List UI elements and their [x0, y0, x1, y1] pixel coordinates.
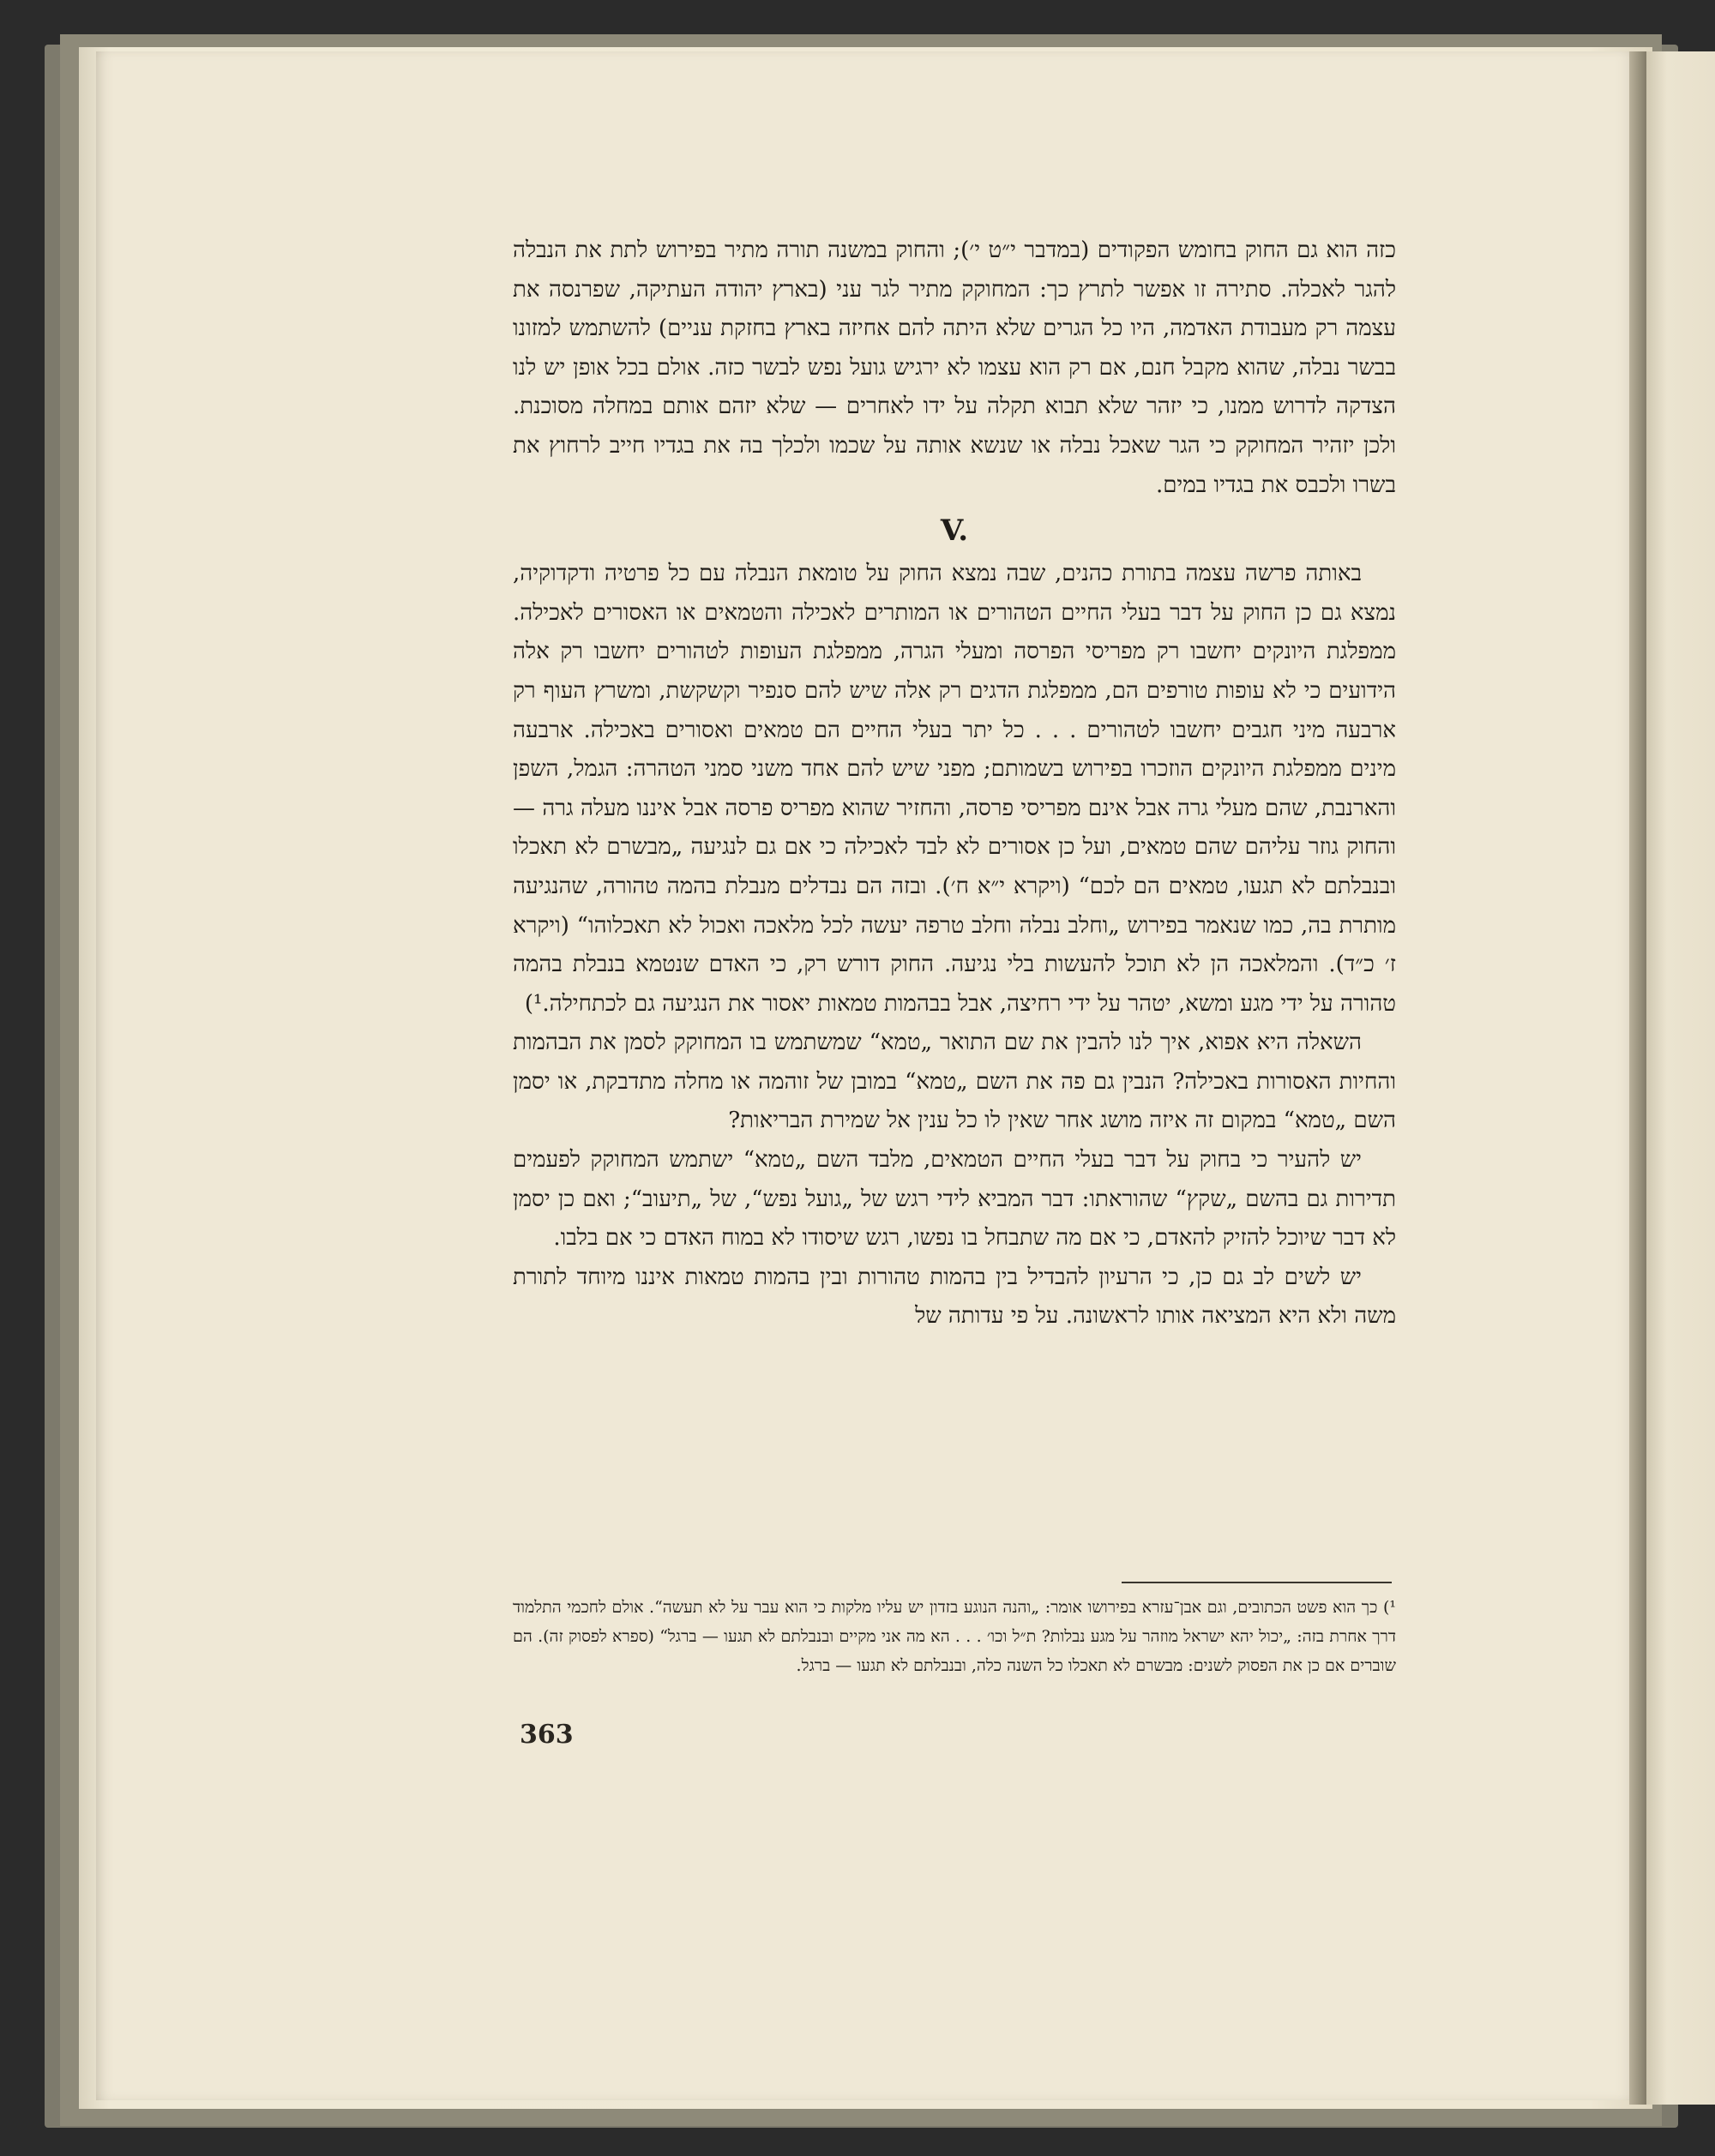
footnotes: [513, 1593, 1396, 1680]
section-heading: V.: [940, 513, 969, 549]
paragraph-4: יש להעיר כי בחוק על דבר בעלי החיים הטמאים, מלבד השם „טמא“ ישתמש המחוקק לפעמים תדירות גם בהשם „שקץ“ שהוראתו: דבר המביא לידי רגש של „גועל נפש“, של „תיעוב“; ואם כן יסמן לא דבר שיוכל להזיק להאדם, כי אם מה שתבחל בו נפשו, רגש שיסודו לא במוח האדם כי אם בלבו.: [513, 1147, 1396, 1252]
facing-page-edge: [1646, 51, 1715, 2105]
paragraph-2: באותה פרשה עצמה בתורת כהנים, שבה נמצא החוק על טומאת הנבלה עם כל פרטיה ודקדוקיה, נמצא גם כן החוק על דבר בעלי החיים הטהורים או המותרים לאכילה והטמאים או האסורים לאכילה. ממפלגת היונקים יחשבו רק מפריסי הפרסה ומעלי הגרה, ממפלגת העופות לטהורים יחשבו רק אלה הידועים כי לא עופות טורפים הם, ממפלגת הדגים רק אלה שיש להם סנפיר וקשקשת, ומשרץ העוף רק ארבעה מיני חגבים יחשבו לטהורים . . . כל יתר בעלי החיים הם טמאים ואסורים באכילה. ארבעה מינים ממפלגת היונקים הוזכרו בפירוש בשמותם; מפני שיש להם אחד משני סמני הטהרה: הגמל, השפן והארנבת, שהם מעלי גרה אבל אינם מפריסי פרסה, והחזיר שהוא מפריס פרסה אבל איננו מעלה גרה — והחוק גוזר עליהם שהם טמאים, ועל כן אסורים לא לבד לאכילה כי אם גם לנגיעה „מבשרם לא תאכלו ובנבלתם לא תגעו, טמאים הם לכם“ (ויקרא י״א ח׳). ובזה הם נבדלים מנבלת בהמה טהורה, שהנגיעה מותרת בה, כמו שנאמר בפירוש „וחלב נבלה וחלב טרפה יעשה לכל מלאכה ואכול לא תאכלוהו“ (ויקרא ז׳ כ״ד). והמלאכה הן לא תוכל להעשות בלי נגיעה. החוק דורש רק, כי האדם שנטמא בנבלת בהמה טהורה על ידי מגע ומשא, יטהר על ידי רחיצה, אבל בבהמות טמאות יאסור את הנגיעה גם לכתחילה.¹): [513, 561, 1396, 1017]
main-text: [513, 231, 1396, 1336]
paragraph-1: כזה הוא גם החוק בחומש הפקודים (במדבר י״ט י׳); והחוק במשנה תורה מתיר בפירוש לתת את הנבלה להגר לאכלה. סתירה זו אפשר לתרץ כך: המחוקק מתיר לגר עני (בארץ יהודה העתיקה, שפרנסה את עצמה רק מעבודת האדמה, היו כל הגרים שלא היתה להם אחיזה בארץ בחזקת עניים) להשתמש למזונו בבשר נבלה, שהוא מקבל חנם, אם רק הוא עצמו לא ירגיש גועל נפש לבשר כזה. אולם בכל אופן יש לנו הצדקה לדרוש ממנו, כי יזהר שלא תבוא תקלה על ידו לאחרים — שלא יזהם אותם במחלה מסוכנת. ולכן יזהיר המחוקק כי הגר שאכל נבלה או שנשא אותה על שכמו ולכלך בה את בגדיו חייב לרחוץ את בשרו ולכבס את בגדיו במים.: [513, 237, 1397, 498]
footnote-1: ¹) כך הוא פשט הכתובים, וגם אבן־עזרא בפירושו אומר: „והנה הנוגע בזדון יש עליו מלקות כי הוא עבר על לא תעשה“. אולם לחכמי התלמוד דרך אחרת בזה: „יכול יהא ישראל מוזהר על מגע נבלות? ת״ל וכו׳ . . . הא מה אני מקיים ובנבלתם לא תגעו — ברגל“ (ספרא לפסוק זה). הם שוברים אם כן את הפסוק לשנים: מבשרם לא תאכלו כל השנה כלה, ובנבלתם לא תגעו — ברגל.: [513, 1598, 1396, 1675]
page-number: 363: [520, 1720, 574, 1750]
paragraph-5: יש לשים לב גם כן, כי הרעיון להבדיל בין בהמות טהורות ובין בהמות טמאות איננו מיוחד לתורת משה ולא היא המציאה אותו לראשונה. על פי עדותה של: [513, 1264, 1396, 1330]
footnote-divider: [1122, 1582, 1392, 1583]
paragraph-3: השאלה היא אפוא, איך לנו להבין את שם התואר „טמא“ שמשתמש בו המחוקק לסמן את הבהמות והחיות האסורות באכילה? הנבין גם פה את השם „טמא“ במובן של זוהמה או מחלה מתדבקת, או יסמן השם „טמא“ במקום זה איזה מושג אחר שאין לו כל ענין אל שמירת הבריאות?: [513, 1030, 1396, 1134]
